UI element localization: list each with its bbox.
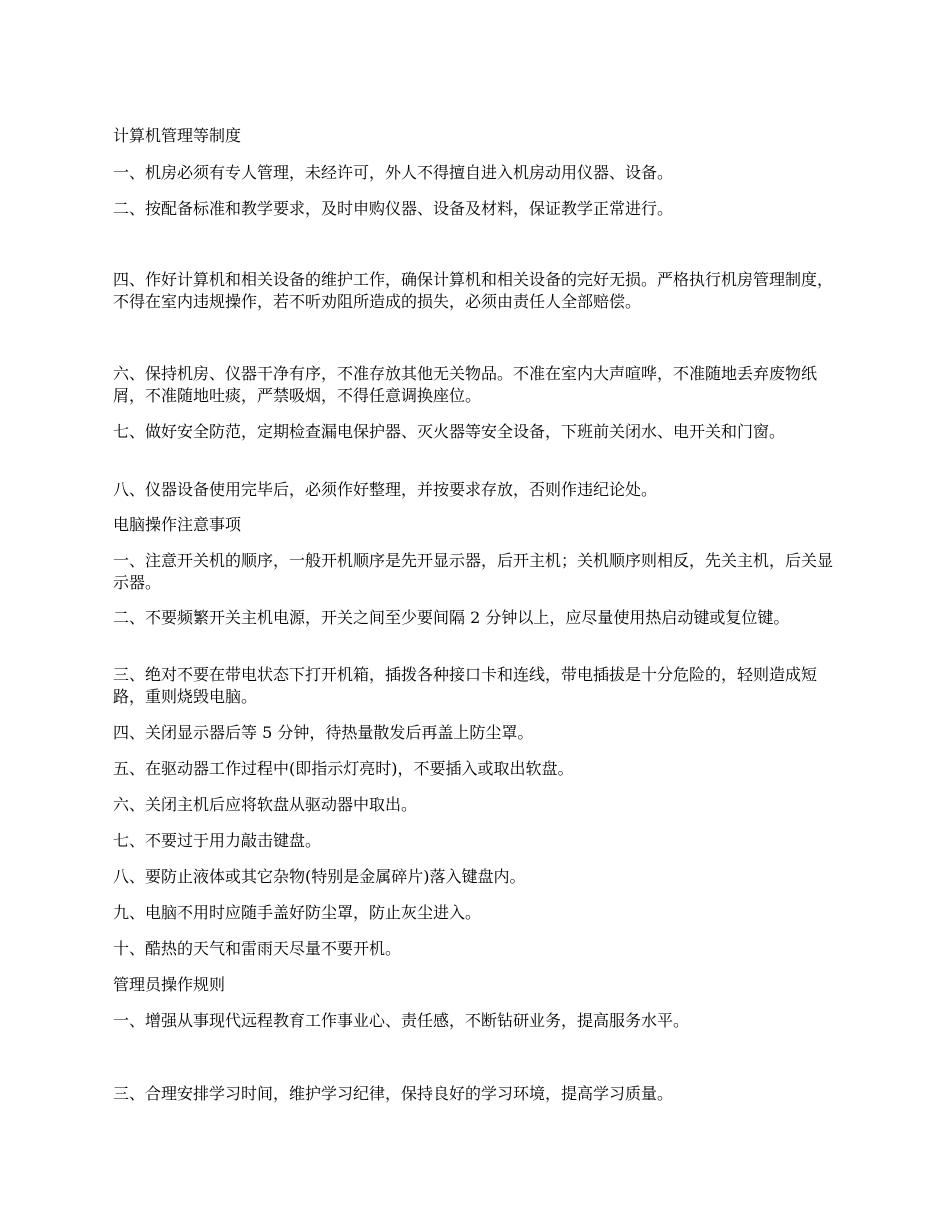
paragraph: 七、做好安全防范，定期检查漏电保护器、灭火器等安全设备，下班前关闭水、电开关和门窗。: [113, 422, 786, 441]
paragraph: 七、不要过于用力敲击键盘。: [113, 831, 322, 850]
paragraph: 九、电脑不用时应随手盖好防尘罩，防止灰尘进入。: [113, 903, 482, 922]
paragraph: 五、在驱动器工作过程中(即指示灯亮时)，不要插入或取出软盘。: [113, 759, 574, 778]
paragraph: 十、酷热的天气和雷雨天尽量不要开机。: [113, 939, 402, 958]
paragraph: 三、合理安排学习时间，维护学习纪律，保持良好的学习环境，提高学习质量。: [113, 1084, 674, 1103]
paragraph: 三、绝对不要在带电状态下打开机箱，插拨各种接口卡和连线，带电插拔是十分危险的，轻则造成短路，重则烧毁电脑。: [113, 665, 818, 706]
paragraph: 六、保持机房、仪器干净有序，不准存放其他无关物品。不准在室内大声喧哗，不准随地丢弃废物纸屑，不准随地吐痰，严禁吸烟，不得任意调换座位。: [113, 364, 818, 405]
paragraph: 一、机房必须有专人管理，未经许可，外人不得擅自进入机房动用仪器、设备。: [113, 163, 674, 182]
section-heading-computer-management: 计算机管理等制度: [113, 126, 242, 145]
section-heading-administrator-rules: 管理员操作规则: [113, 975, 226, 994]
paragraph: 一、增强从事现代远程教育工作事业心、责任感，不断钻研业务，提高服务水平。: [113, 1011, 690, 1030]
paragraph: 一、注意开关机的顺序，一般开机顺序是先开显示器，后开主机；关机顺序则相反，先关主机，后关显示器。: [113, 551, 834, 592]
paragraph: 六、关闭主机后应将软盘从驱动器中取出。: [113, 795, 418, 814]
paragraph: 八、仪器设备使用完毕后，必须作好整理，并按要求存放，否则作违纪论处。: [113, 480, 658, 499]
paragraph: 二、不要频繁开关主机电源，开关之间至少要间隔 2 分钟以上，应尽量使用热启动键或复位键。: [113, 608, 790, 627]
paragraph: 二、按配备标准和教学要求，及时申购仪器、设备及材料，保证教学正常进行。: [113, 199, 674, 218]
paragraph: 四、关闭显示器后等 5 分钟，待热量散发后再盖上防尘罩。: [113, 723, 534, 742]
paragraph: 八、要防止液体或其它杂物(特别是金属碎片)落入键盘内。: [113, 867, 526, 886]
paragraph: 四、作好计算机和相关设备的维护工作，确保计算机和相关设备的完好无损。严格执行机房管理制度，不得在室内违规操作，若不听劝阻所造成的损失，必须由责任人全部赔偿。: [113, 270, 834, 311]
section-heading-computer-operation: 电脑操作注意事项: [113, 515, 242, 534]
